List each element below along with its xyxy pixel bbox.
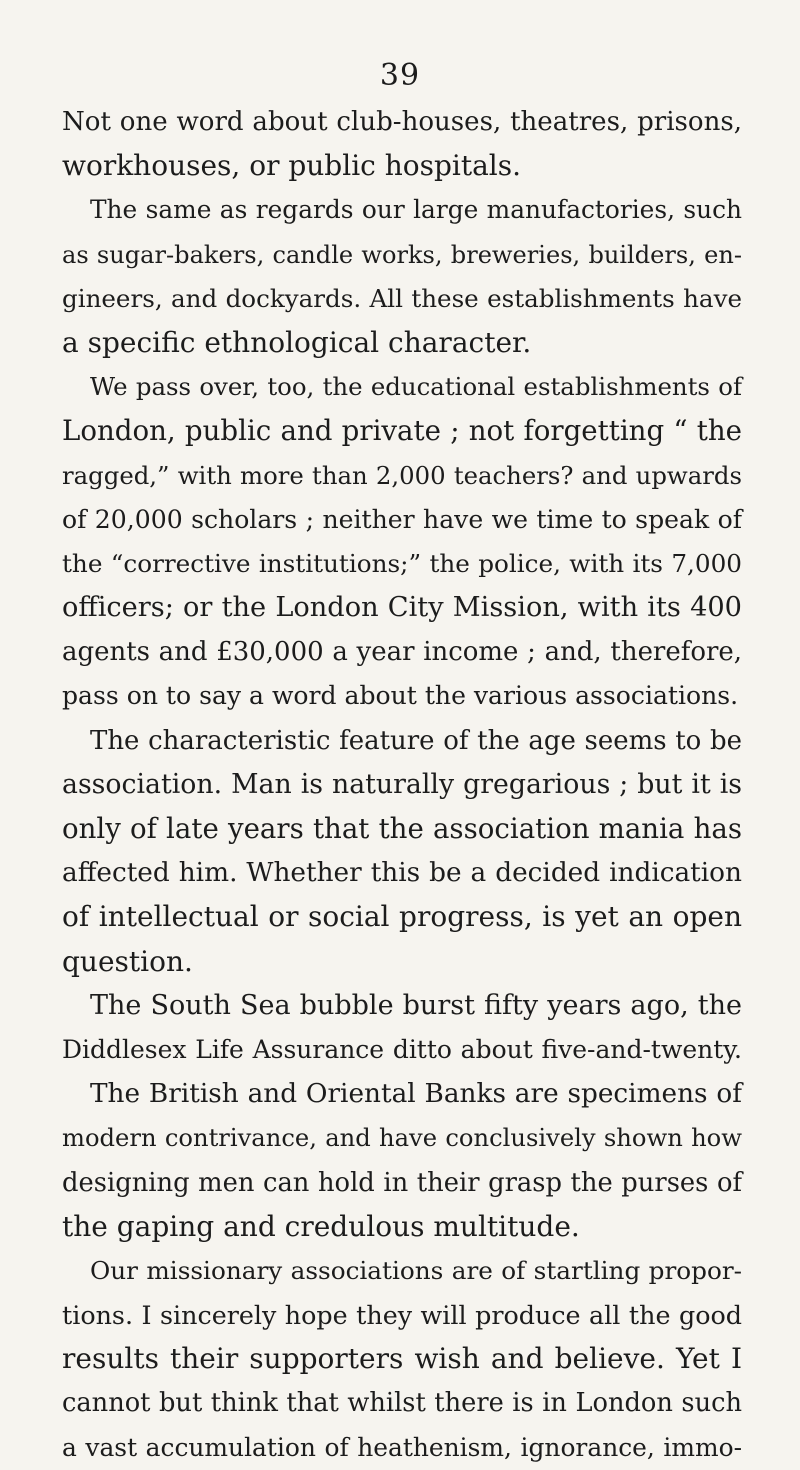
text-line: association. Man is naturally gregarious ; but it is bbox=[62, 768, 742, 800]
text-line: modern contrivance, and have conclusively shown how bbox=[62, 1124, 742, 1153]
text-line: Diddlesex Life Assurance ditto about five-and-twenty. bbox=[62, 1034, 742, 1064]
text-line: pass on to say a word about the various associations. bbox=[62, 681, 739, 711]
text-line: gineers, and dockyards. All these establishments have bbox=[62, 283, 742, 313]
text-line: a vast accumulation of heathenism, ignorance, immo- bbox=[62, 1432, 742, 1462]
text-line: The characteristic feature of the age seems to be bbox=[90, 725, 742, 756]
text-line: as sugar-bakers, candle works, breweries, builders, en- bbox=[62, 240, 742, 269]
page-number: 39 bbox=[379, 58, 421, 93]
text-line: Our missionary associations are of startling propor- bbox=[90, 1255, 742, 1285]
text-line: Not one word about club-houses, theatres, prisons, bbox=[62, 107, 742, 137]
text-line: cannot but think that whilst there is in London such bbox=[62, 1388, 742, 1419]
text-line: a specific ethnological character. bbox=[62, 325, 532, 359]
text-line: The British and Oriental Banks are specimens of bbox=[90, 1079, 742, 1110]
text-line: London, public and private ; not forgetting “ the bbox=[62, 414, 742, 448]
body-text bbox=[62, 100, 742, 1470]
text-line: only of late years that the association mania has bbox=[62, 812, 742, 845]
text-line: ragged,” with more than 2,000 teachers? and upwards bbox=[62, 460, 742, 490]
text-line: the “corrective institutions;” the police, with its 7,000 bbox=[62, 548, 742, 578]
text-line: The South Sea bubble burst fifty years ago, the bbox=[90, 989, 742, 1021]
text-line: tions. I sincerely hope they will produce all the good bbox=[62, 1300, 742, 1331]
text-line: affected him. Whether this be a decided indication bbox=[62, 858, 742, 889]
text-line: question. bbox=[62, 944, 193, 978]
text-line: designing men can hold in their grasp the purses of bbox=[62, 1167, 742, 1198]
text-line: of 20,000 scholars ; neither have we time to speak of bbox=[62, 504, 742, 534]
text-line: of intellectual or social progress, is yet an open bbox=[62, 900, 742, 934]
text-line: officers; or the London City Mission, with its 400 bbox=[62, 592, 742, 624]
text-line: We pass over, too, the educational establishments of bbox=[90, 372, 742, 402]
text-line: agents and £30,000 a year income ; and, therefore, bbox=[62, 637, 742, 668]
text-line: The same as regards our large manufactories, such bbox=[90, 195, 742, 225]
text-line: workhouses, or public hospitals. bbox=[62, 149, 522, 183]
text-line: the gaping and credulous multitude. bbox=[62, 1209, 580, 1243]
text-line: results their supporters wish and believe. Yet I bbox=[62, 1342, 742, 1376]
